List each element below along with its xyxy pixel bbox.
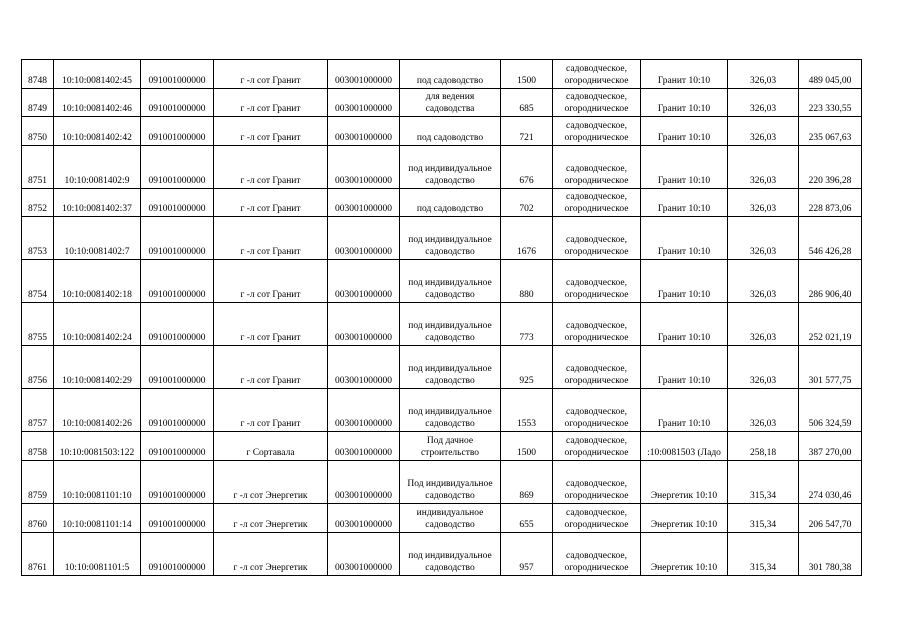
permitted-use-cell-line: садоводство bbox=[425, 176, 475, 186]
address-cell: г -л сот Энергетик bbox=[214, 461, 328, 504]
use-group-cell-line: садоводческое, bbox=[566, 321, 627, 331]
okato-code-cell: 091001000000 bbox=[141, 260, 214, 303]
use-group-cell-line: огородническое bbox=[564, 333, 629, 343]
area-cell: 957 bbox=[501, 533, 553, 576]
cadastral-number-cell: 10:10:0081101:14 bbox=[54, 504, 141, 533]
category-code-cell: 003001000000 bbox=[328, 117, 400, 146]
okato-code-cell: 091001000000 bbox=[141, 346, 214, 389]
permitted-use-cell-line: садоводство bbox=[425, 247, 475, 257]
table-row bbox=[22, 346, 862, 389]
permitted-use-cell-line: садоводство bbox=[425, 520, 475, 530]
unit-price-cell: 326,03 bbox=[728, 346, 799, 389]
permitted-use-cell-line: садоводства bbox=[425, 104, 475, 114]
category-code-cell: 003001000000 bbox=[328, 533, 400, 576]
area-cell: 1500 bbox=[501, 432, 553, 461]
row-number-cell: 8748 bbox=[22, 60, 54, 89]
valuation-zone-cell: Гранит 10:10 bbox=[641, 260, 728, 303]
category-code-cell: 003001000000 bbox=[328, 389, 400, 432]
table-row bbox=[22, 389, 862, 432]
okato-code-cell: 091001000000 bbox=[141, 533, 214, 576]
row-number-cell: 8758 bbox=[22, 432, 54, 461]
address-cell: г -л сот Гранит bbox=[214, 60, 328, 89]
table-row bbox=[22, 504, 862, 533]
cadastral-value-cell: 546 426,28 bbox=[799, 217, 862, 260]
use-group-cell bbox=[553, 146, 641, 189]
cadastral-number-cell: 10:10:0081402:9 bbox=[54, 146, 141, 189]
use-group-cell bbox=[553, 346, 641, 389]
permitted-use-cell-line: садоводство bbox=[425, 419, 475, 429]
use-group-cell-line: садоводческое, bbox=[566, 364, 627, 374]
permitted-use-cell-line: индивидуальное bbox=[416, 508, 484, 518]
valuation-zone-cell: Энергетик 10:10 bbox=[641, 504, 728, 533]
permitted-use-cell-line: садоводство bbox=[425, 491, 475, 501]
valuation-zone-cell: Гранит 10:10 bbox=[641, 217, 728, 260]
table-row bbox=[22, 217, 862, 260]
permitted-use-cell bbox=[400, 346, 501, 389]
cadastral-value-cell: 223 330,55 bbox=[799, 89, 862, 117]
cadastral-value-cell: 274 030,46 bbox=[799, 461, 862, 504]
cadastral-value-cell: 301 780,38 bbox=[799, 533, 862, 576]
use-group-cell-line: огородническое bbox=[564, 247, 629, 257]
unit-price-cell: 315,34 bbox=[728, 533, 799, 576]
area-cell: 925 bbox=[501, 346, 553, 389]
unit-price-cell: 326,03 bbox=[728, 389, 799, 432]
use-group-cell bbox=[553, 89, 641, 117]
cadastral-number-cell: 10:10:0081402:45 bbox=[54, 60, 141, 89]
area-cell: 1676 bbox=[501, 217, 553, 260]
unit-price-cell: 315,34 bbox=[728, 461, 799, 504]
permitted-use-cell bbox=[400, 189, 501, 217]
valuation-zone-cell: Гранит 10:10 bbox=[641, 346, 728, 389]
table-row bbox=[22, 117, 862, 146]
use-group-cell-line: огородническое bbox=[564, 204, 629, 214]
row-number-cell: 8750 bbox=[22, 117, 54, 146]
area-cell: 1553 bbox=[501, 389, 553, 432]
cadastral-number-cell: 10:10:0081101:10 bbox=[54, 461, 141, 504]
permitted-use-cell bbox=[400, 504, 501, 533]
okato-code-cell: 091001000000 bbox=[141, 303, 214, 346]
permitted-use-cell bbox=[400, 60, 501, 89]
address-cell: г -л сот Гранит bbox=[214, 260, 328, 303]
row-number-cell: 8756 bbox=[22, 346, 54, 389]
permitted-use-cell-line: под садоводство bbox=[416, 133, 484, 143]
row-number-cell: 8751 bbox=[22, 146, 54, 189]
category-code-cell: 003001000000 bbox=[328, 346, 400, 389]
area-cell: 702 bbox=[501, 189, 553, 217]
address-cell: г -л сот Гранит bbox=[214, 146, 328, 189]
use-group-cell bbox=[553, 217, 641, 260]
use-group-cell-line: огородническое bbox=[564, 448, 629, 458]
cadastral-number-cell: 10:10:0081402:24 bbox=[54, 303, 141, 346]
unit-price-cell: 326,03 bbox=[728, 217, 799, 260]
row-number-cell: 8757 bbox=[22, 389, 54, 432]
use-group-cell-line: огородническое bbox=[564, 376, 629, 386]
permitted-use-cell-line: садоводство bbox=[425, 376, 475, 386]
okato-code-cell: 091001000000 bbox=[141, 504, 214, 533]
use-group-cell bbox=[553, 60, 641, 89]
table-row bbox=[22, 189, 862, 217]
use-group-cell-line: огородническое bbox=[564, 290, 629, 300]
use-group-cell-line: садоводческое, bbox=[566, 64, 627, 74]
permitted-use-cell bbox=[400, 303, 501, 346]
permitted-use-cell-line: под индивидуальное bbox=[408, 235, 492, 245]
unit-price-cell: 315,34 bbox=[728, 504, 799, 533]
use-group-cell-line: садоводческое, bbox=[566, 235, 627, 245]
row-number-cell: 8759 bbox=[22, 461, 54, 504]
row-number-cell: 8753 bbox=[22, 217, 54, 260]
cadastral-value-cell: 286 906,40 bbox=[799, 260, 862, 303]
cadastral-value-cell: 387 270,00 bbox=[799, 432, 862, 461]
permitted-use-cell-line: для ведения bbox=[425, 92, 475, 102]
permitted-use-cell bbox=[400, 146, 501, 189]
use-group-cell-line: садоводческое, bbox=[566, 508, 627, 518]
unit-price-cell: 326,03 bbox=[728, 146, 799, 189]
table-row bbox=[22, 260, 862, 303]
area-cell: 880 bbox=[501, 260, 553, 303]
cadastral-value-cell: 489 045,00 bbox=[799, 60, 862, 89]
table-row bbox=[22, 146, 862, 189]
okato-code-cell: 091001000000 bbox=[141, 117, 214, 146]
area-cell: 685 bbox=[501, 89, 553, 117]
cadastral-value-cell: 220 396,28 bbox=[799, 146, 862, 189]
area-cell: 655 bbox=[501, 504, 553, 533]
category-code-cell: 003001000000 bbox=[328, 189, 400, 217]
use-group-cell-line: огородническое bbox=[564, 491, 629, 501]
category-code-cell: 003001000000 bbox=[328, 60, 400, 89]
cadastral-value-cell: 206 547,70 bbox=[799, 504, 862, 533]
permitted-use-cell-line: под садоводство bbox=[416, 204, 484, 214]
use-group-cell bbox=[553, 504, 641, 533]
unit-price-cell: 326,03 bbox=[728, 89, 799, 117]
cadastral-value-cell: 235 067,63 bbox=[799, 117, 862, 146]
category-code-cell: 003001000000 bbox=[328, 432, 400, 461]
valuation-zone-cell: Энергетик 10:10 bbox=[641, 461, 728, 504]
use-group-cell bbox=[553, 389, 641, 432]
use-group-cell-line: садоводческое, bbox=[566, 164, 627, 174]
category-code-cell: 003001000000 bbox=[328, 217, 400, 260]
use-group-cell-line: садоводческое, bbox=[566, 278, 627, 288]
unit-price-cell: 326,03 bbox=[728, 189, 799, 217]
unit-price-cell: 326,03 bbox=[728, 60, 799, 89]
okato-code-cell: 091001000000 bbox=[141, 389, 214, 432]
row-number-cell: 8749 bbox=[22, 89, 54, 117]
table-row bbox=[22, 432, 862, 461]
permitted-use-cell-line: садоводство bbox=[425, 290, 475, 300]
permitted-use-cell bbox=[400, 89, 501, 117]
table-row bbox=[22, 461, 862, 504]
permitted-use-cell bbox=[400, 533, 501, 576]
cadastral-number-cell: 10:10:0081402:46 bbox=[54, 89, 141, 117]
address-cell: г -л сот Гранит bbox=[214, 389, 328, 432]
cadastral-number-cell: 10:10:0081402:18 bbox=[54, 260, 141, 303]
use-group-cell-line: садоводческое, bbox=[566, 479, 627, 489]
table-row bbox=[22, 533, 862, 576]
area-cell: 869 bbox=[501, 461, 553, 504]
permitted-use-cell bbox=[400, 461, 501, 504]
category-code-cell: 003001000000 bbox=[328, 89, 400, 117]
cadastral-value-cell: 252 021,19 bbox=[799, 303, 862, 346]
cadastral-number-cell: 10:10:0081503:122 bbox=[54, 432, 141, 461]
permitted-use-cell bbox=[400, 432, 501, 461]
table-row bbox=[22, 89, 862, 117]
table-row bbox=[22, 60, 862, 89]
area-cell: 1500 bbox=[501, 60, 553, 89]
address-cell: г -л сот Гранит bbox=[214, 189, 328, 217]
valuation-zone-cell: :10:0081503 (Ладо bbox=[641, 432, 728, 461]
register-body bbox=[22, 60, 862, 576]
okato-code-cell: 091001000000 bbox=[141, 146, 214, 189]
use-group-cell-line: огородническое bbox=[564, 104, 629, 114]
use-group-cell bbox=[553, 303, 641, 346]
permitted-use-cell-line: садоводство bbox=[425, 333, 475, 343]
use-group-cell-line: огородническое bbox=[564, 520, 629, 530]
cadastral-number-cell: 10:10:0081101:5 bbox=[54, 533, 141, 576]
use-group-cell bbox=[553, 117, 641, 146]
use-group-cell bbox=[553, 189, 641, 217]
valuation-zone-cell: Гранит 10:10 bbox=[641, 146, 728, 189]
valuation-zone-cell: Гранит 10:10 bbox=[641, 117, 728, 146]
address-cell: г -л сот Гранит bbox=[214, 217, 328, 260]
use-group-cell-line: садоводческое, bbox=[566, 551, 627, 561]
okato-code-cell: 091001000000 bbox=[141, 461, 214, 504]
permitted-use-cell-line: Под дачное bbox=[426, 436, 474, 446]
address-cell: г -л сот Гранит bbox=[214, 117, 328, 146]
okato-code-cell: 091001000000 bbox=[141, 89, 214, 117]
use-group-cell-line: огородническое bbox=[564, 419, 629, 429]
cadastral-value-cell: 301 577,75 bbox=[799, 346, 862, 389]
category-code-cell: 003001000000 bbox=[328, 461, 400, 504]
okato-code-cell: 091001000000 bbox=[141, 189, 214, 217]
row-number-cell: 8752 bbox=[22, 189, 54, 217]
use-group-cell-line: огородническое bbox=[564, 563, 629, 573]
okato-code-cell: 091001000000 bbox=[141, 60, 214, 89]
use-group-cell bbox=[553, 432, 641, 461]
table-row bbox=[22, 303, 862, 346]
permitted-use-cell-line: под индивидуальное bbox=[408, 278, 492, 288]
unit-price-cell: 326,03 bbox=[728, 303, 799, 346]
row-number-cell: 8760 bbox=[22, 504, 54, 533]
use-group-cell bbox=[553, 461, 641, 504]
okato-code-cell: 091001000000 bbox=[141, 217, 214, 260]
permitted-use-cell-line: под индивидуальное bbox=[408, 164, 492, 174]
use-group-cell bbox=[553, 260, 641, 303]
cadastral-number-cell: 10:10:0081402:26 bbox=[54, 389, 141, 432]
area-cell: 721 bbox=[501, 117, 553, 146]
valuation-zone-cell: Энергетик 10:10 bbox=[641, 533, 728, 576]
land-register-table bbox=[21, 59, 862, 576]
row-number-cell: 8761 bbox=[22, 533, 54, 576]
valuation-zone-cell: Гранит 10:10 bbox=[641, 89, 728, 117]
permitted-use-cell-line: садоводство bbox=[425, 563, 475, 573]
use-group-cell-line: садоводческое, bbox=[566, 436, 627, 446]
row-number-cell: 8755 bbox=[22, 303, 54, 346]
unit-price-cell: 258,18 bbox=[728, 432, 799, 461]
cadastral-value-cell: 506 324,59 bbox=[799, 389, 862, 432]
category-code-cell: 003001000000 bbox=[328, 146, 400, 189]
category-code-cell: 003001000000 bbox=[328, 260, 400, 303]
permitted-use-cell-line: Под индивидуальное bbox=[407, 479, 493, 489]
use-group-cell-line: садоводческое, bbox=[566, 192, 627, 202]
area-cell: 676 bbox=[501, 146, 553, 189]
use-group-cell-line: огородническое bbox=[564, 176, 629, 186]
valuation-zone-cell: Гранит 10:10 bbox=[641, 303, 728, 346]
category-code-cell: 003001000000 bbox=[328, 303, 400, 346]
permitted-use-cell-line: под индивидуальное bbox=[408, 321, 492, 331]
permitted-use-cell bbox=[400, 117, 501, 146]
use-group-cell-line: садоводческое, bbox=[566, 407, 627, 417]
address-cell: г Сортавала bbox=[214, 432, 328, 461]
address-cell: г -л сот Гранит bbox=[214, 89, 328, 117]
use-group-cell-line: огородническое bbox=[564, 133, 629, 143]
use-group-cell bbox=[553, 533, 641, 576]
use-group-cell-line: огородническое bbox=[564, 76, 629, 86]
permitted-use-cell-line: под садоводство bbox=[416, 76, 484, 86]
unit-price-cell: 326,03 bbox=[728, 260, 799, 303]
address-cell: г -л сот Энергетик bbox=[214, 533, 328, 576]
valuation-zone-cell: Гранит 10:10 bbox=[641, 389, 728, 432]
address-cell: г -л сот Гранит bbox=[214, 346, 328, 389]
permitted-use-cell bbox=[400, 260, 501, 303]
address-cell: г -л сот Гранит bbox=[214, 303, 328, 346]
okato-code-cell: 091001000000 bbox=[141, 432, 214, 461]
permitted-use-cell-line: под индивидуальное bbox=[408, 551, 492, 561]
valuation-zone-cell: Гранит 10:10 bbox=[641, 60, 728, 89]
permitted-use-cell-line: строительство bbox=[420, 448, 480, 458]
category-code-cell: 003001000000 bbox=[328, 504, 400, 533]
permitted-use-cell bbox=[400, 217, 501, 260]
use-group-cell-line: садоводческое, bbox=[566, 92, 627, 102]
valuation-zone-cell: Гранит 10:10 bbox=[641, 189, 728, 217]
use-group-cell-line: садоводческое, bbox=[566, 121, 627, 131]
row-number-cell: 8754 bbox=[22, 260, 54, 303]
permitted-use-cell bbox=[400, 389, 501, 432]
cadastral-number-cell: 10:10:0081402:37 bbox=[54, 189, 141, 217]
area-cell: 773 bbox=[501, 303, 553, 346]
cadastral-value-cell: 228 873,06 bbox=[799, 189, 862, 217]
cadastral-number-cell: 10:10:0081402:42 bbox=[54, 117, 141, 146]
cadastral-number-cell: 10:10:0081402:7 bbox=[54, 217, 141, 260]
permitted-use-cell-line: под индивидуальное bbox=[408, 407, 492, 417]
unit-price-cell: 326,03 bbox=[728, 117, 799, 146]
address-cell: г -л сот Энергетик bbox=[214, 504, 328, 533]
permitted-use-cell-line: под индивидуальное bbox=[408, 364, 492, 374]
cadastral-number-cell: 10:10:0081402:29 bbox=[54, 346, 141, 389]
